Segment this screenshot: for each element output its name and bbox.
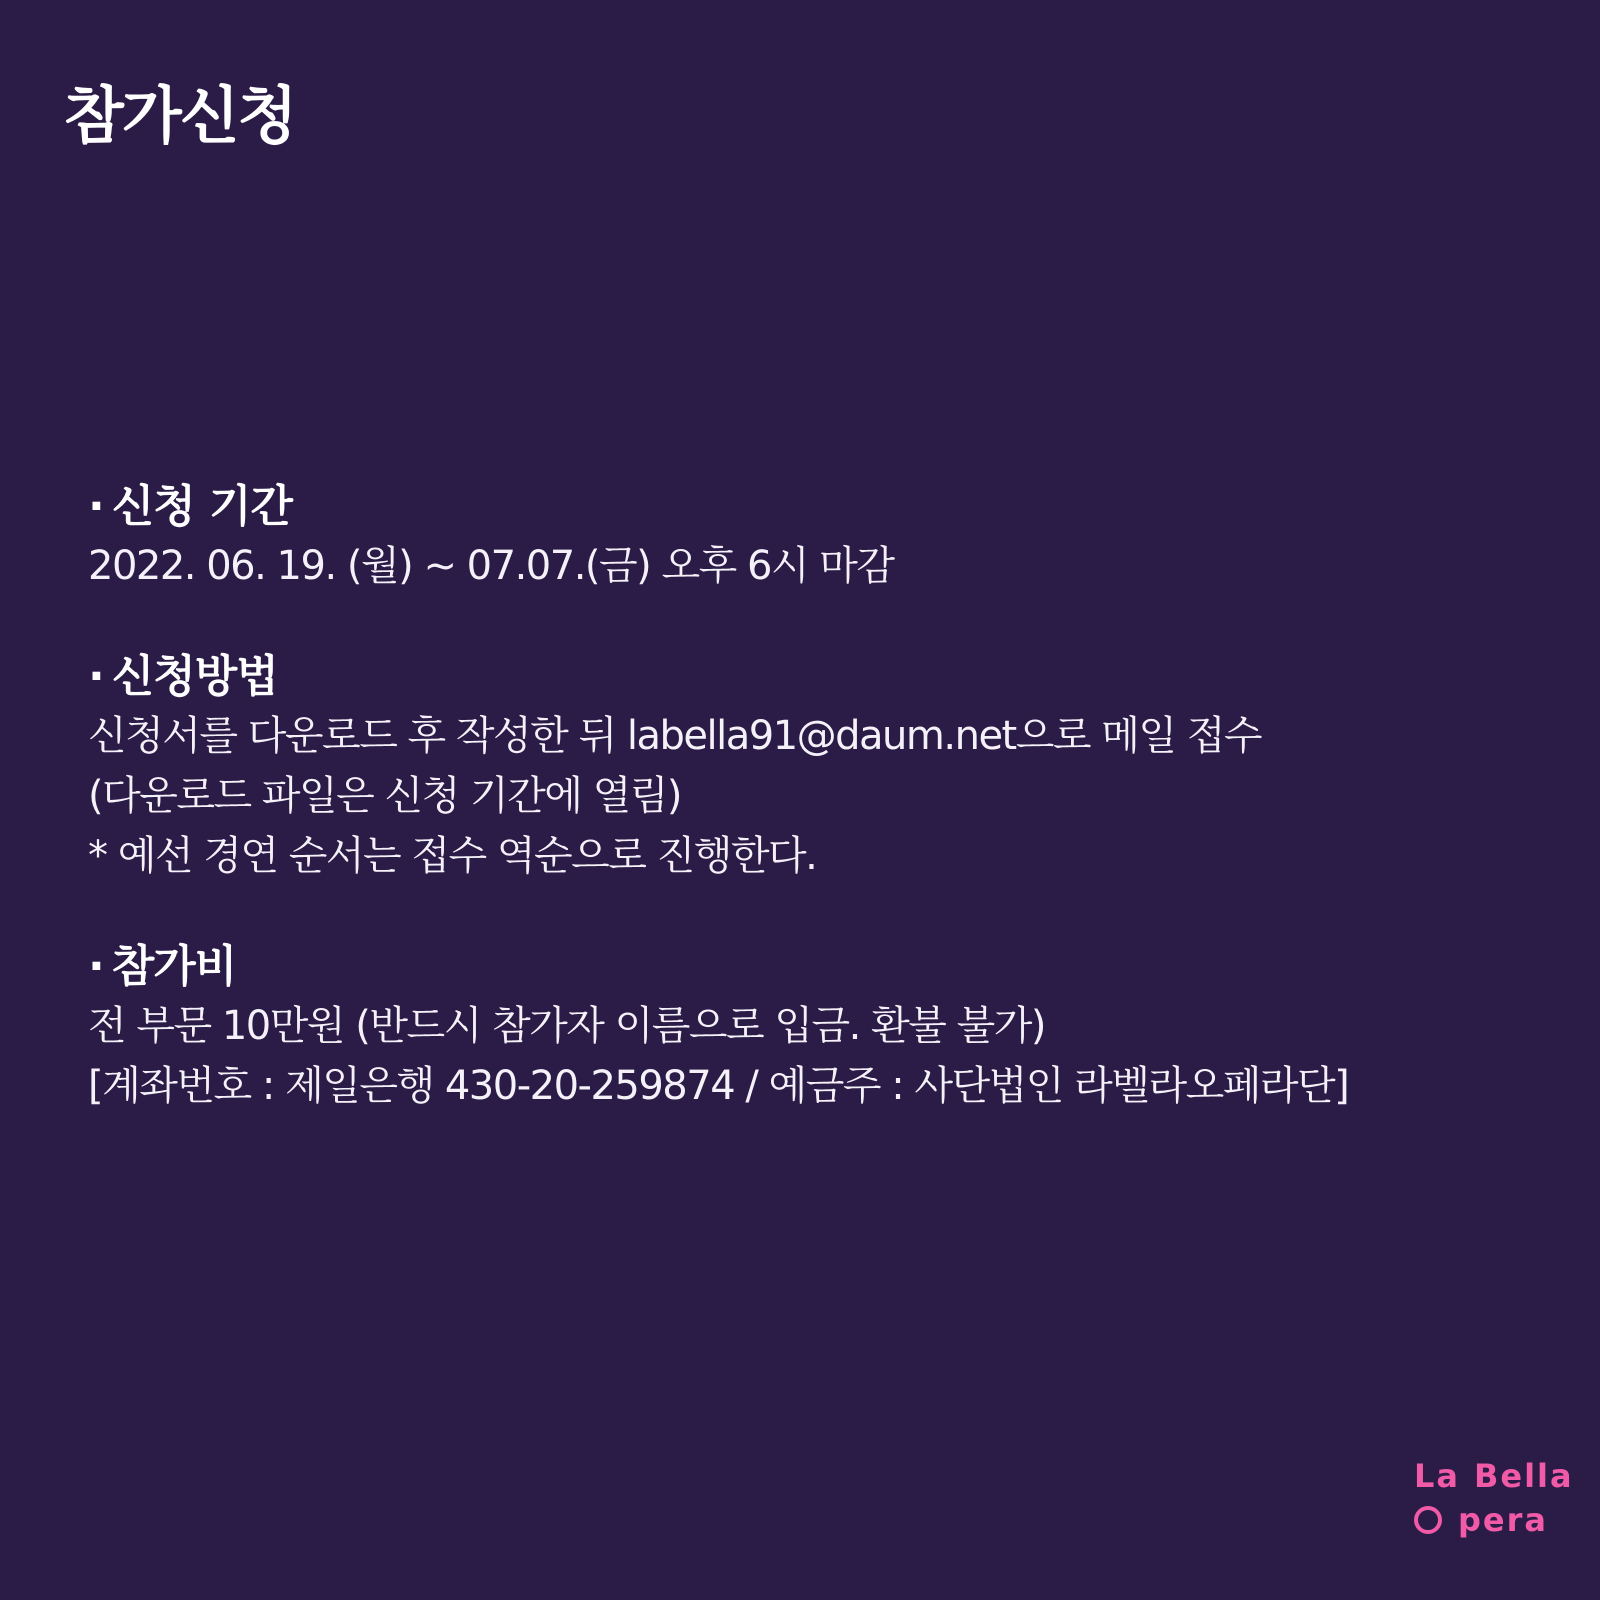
logo-text-la: La: [1414, 1457, 1460, 1495]
logo-text-bella: Bella: [1473, 1457, 1574, 1495]
logo-o-ring-icon: [1414, 1506, 1442, 1534]
section-application-method: [88, 648, 1528, 886]
method-line-email: 신청서를 다운로드 후 작성한 뒤 labella91@daum.net으로 메일 접수: [88, 713, 1262, 759]
heading-text: 신청 기간: [111, 481, 293, 532]
logo-row-bottom: [1414, 1501, 1548, 1539]
section-fee: [88, 938, 1528, 1116]
labella-opera-logo: [1414, 1457, 1574, 1548]
page-title: 참가신청: [64, 79, 296, 152]
content-area: [88, 478, 1528, 1168]
method-line-order: * 예선 경연 순서는 접수 역순으로 진행한다.: [88, 833, 817, 879]
section-heading: [88, 938, 1528, 996]
heading-text: 신청방법: [111, 651, 278, 702]
period-text: 2022. 06. 19. (월) ~ 07.07.(금) 오후 6시 마감: [88, 543, 894, 589]
bullet: ·: [88, 481, 104, 532]
fee-line-amount: 전 부문 10만원 (반드시 참가자 이름으로 입금. 환불 불가): [88, 1003, 1045, 1049]
bullet: ·: [88, 941, 104, 992]
fee-line-account: [계좌번호 : 제일은행 430-20-259874 / 예금주 : 사단법인 라벨라오페라단]: [88, 1063, 1349, 1109]
section-application-period: [88, 478, 1528, 596]
method-line-note: (다운로드 파일은 신청 기간에 열림): [88, 773, 682, 819]
section-heading: [88, 648, 1528, 706]
bullet: ·: [88, 651, 104, 702]
heading-text: 참가비: [111, 941, 237, 992]
logo-text-pera: pera: [1458, 1501, 1548, 1539]
section-heading: [88, 478, 1528, 536]
logo-row-top: [1414, 1457, 1574, 1495]
